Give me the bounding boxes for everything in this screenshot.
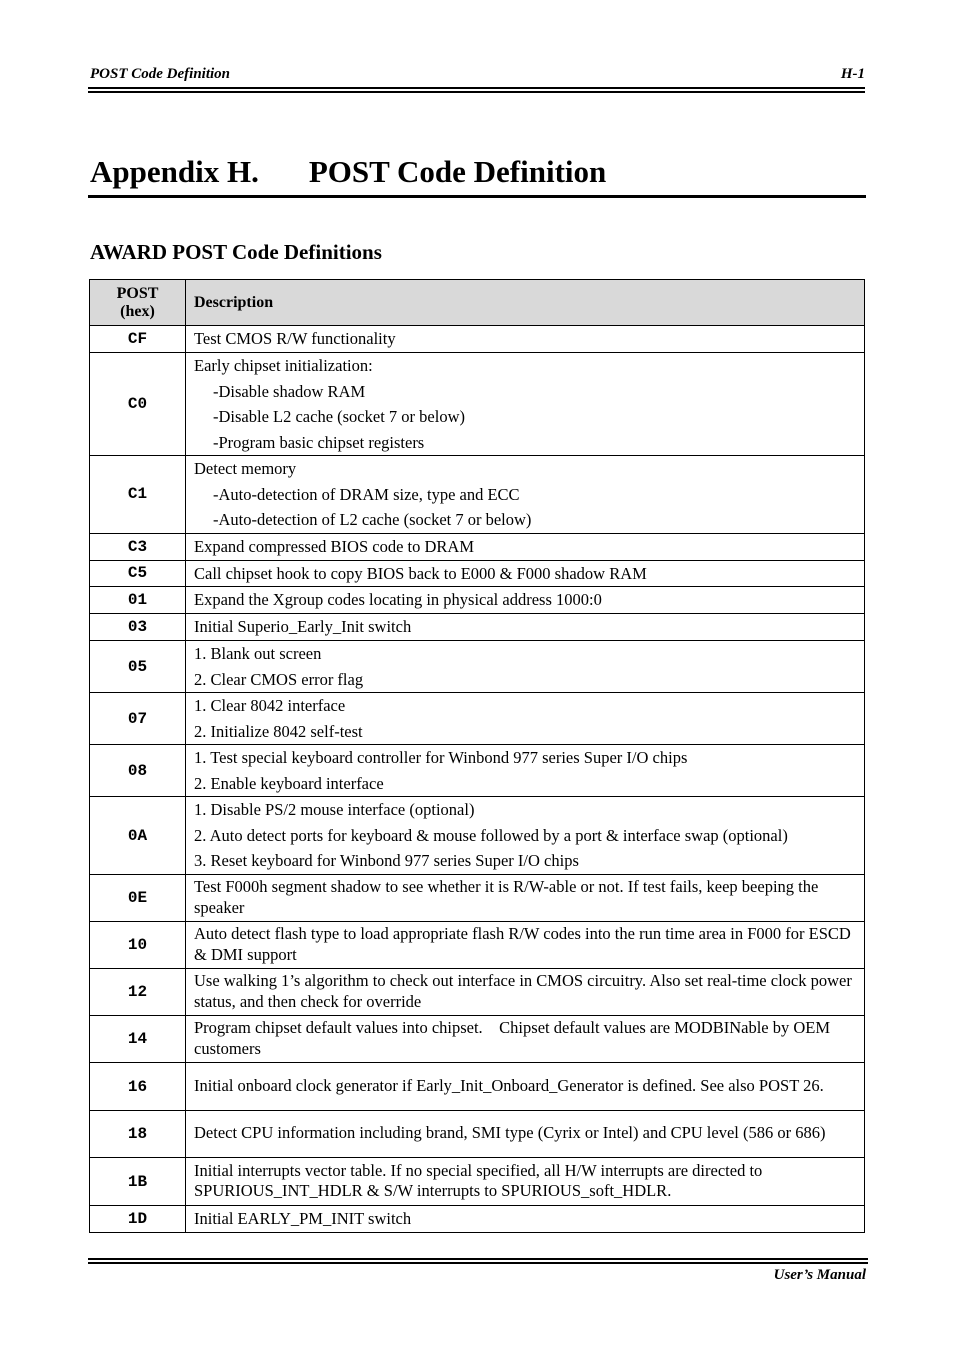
description-line: Initial Superio_Early_Init switch	[194, 617, 412, 637]
description-line: -Disable shadow RAM	[213, 381, 366, 401]
post-code: C0	[90, 353, 186, 456]
post-description	[186, 326, 865, 353]
table-row	[90, 1206, 865, 1233]
table-row	[90, 533, 865, 560]
table-row	[90, 326, 865, 353]
column-header-post: POST (hex)	[90, 280, 186, 326]
post-code: 1B	[90, 1158, 186, 1206]
post-description	[186, 1206, 865, 1233]
appendix-title: POST Code Definition	[308, 154, 607, 189]
description-line: 2. Initialize 8042 self-test	[194, 721, 363, 741]
post-description: Detect CPU information including brand, SMI type (Cyrix or Intel) and CPU level (586 or 686)	[186, 1111, 865, 1158]
post-code-table	[89, 279, 865, 1233]
description-line: -Disable L2 cache (socket 7 or below)	[213, 407, 465, 426]
post-code: 0A	[90, 797, 186, 875]
table-row	[90, 456, 865, 534]
header-rule	[88, 91, 865, 93]
table-row	[90, 922, 865, 969]
post-description: Use walking 1’s algorithm to check out interface in CMOS circuitry. Also set real-time clock power status, and then check for override	[186, 969, 865, 1016]
description-line: 1. Test special keyboard controller for Winbond 977 series Super I/O chips	[194, 748, 688, 767]
description-line: -Auto-detection of L2 cache (socket 7 or below)	[213, 510, 532, 529]
post-code: CF	[90, 326, 186, 353]
post-description	[186, 745, 865, 797]
table-row	[90, 693, 865, 745]
description-line: 2. Auto detect ports for keyboard & mouse followed by a port & interface swap (optional)	[194, 825, 788, 845]
table-row	[90, 587, 865, 614]
description-line: Expand compressed BIOS code to DRAM	[194, 536, 475, 556]
post-description	[186, 641, 865, 693]
table-row	[90, 353, 865, 456]
post-description	[186, 693, 865, 745]
table-row	[90, 560, 865, 587]
table-row	[90, 969, 865, 1016]
description-line: Test CMOS R/W functionality	[194, 329, 396, 349]
description-line: -Auto-detection of DRAM size, type and ECC	[213, 484, 520, 504]
post-description: Test F000h segment shadow to see whether it is R/W-able or not. If test fails, keep beeping the speaker	[186, 875, 865, 922]
table-row	[90, 1158, 865, 1206]
description-line: 1. Blank out screen	[194, 644, 322, 663]
description-line: Expand the Xgroup codes locating in physical address 1000:0	[194, 590, 602, 610]
description-line: -Program basic chipset registers	[213, 432, 425, 452]
table-row	[90, 1111, 865, 1158]
post-description	[186, 614, 865, 641]
table-row	[90, 1063, 865, 1111]
description-line: Call chipset hook to copy BIOS back to E000 & F000 shadow RAM	[194, 563, 647, 583]
post-code: 01	[90, 587, 186, 614]
description-line: 1. Clear 8042 interface	[194, 696, 346, 715]
post-code: 08	[90, 745, 186, 797]
post-code: 0E	[90, 875, 186, 922]
appendix-label: Appendix H.	[90, 154, 259, 189]
description-line: 2. Clear CMOS error flag	[194, 669, 364, 689]
column-header-description: Description	[186, 280, 865, 326]
post-description: Initial interrupts vector table. If no special specified, all H/W interrupts are directed to SPURIOUS_INT_HDLR & S/W interrupts to SPURIOUS_soft_HDLR.	[186, 1158, 865, 1206]
page-title	[90, 154, 606, 190]
post-description: Program chipset default values into chipset. Chipset default values are MODBINable by OEM customers	[186, 1016, 865, 1063]
description-line: Detect memory	[194, 459, 297, 478]
post-description	[186, 587, 865, 614]
table-row	[90, 797, 865, 875]
post-description	[186, 456, 865, 534]
post-code: 12	[90, 969, 186, 1016]
section-heading: AWARD POST Code Definitions	[90, 240, 382, 264]
table-row	[90, 641, 865, 693]
page-number: H-1	[840, 66, 865, 82]
post-code: C5	[90, 560, 186, 587]
post-code: 16	[90, 1063, 186, 1111]
header-rule	[88, 87, 865, 89]
footer-rule	[88, 1258, 868, 1260]
post-code: 18	[90, 1111, 186, 1158]
description-line: 1. Disable PS/2 mouse interface (optional)	[194, 800, 475, 820]
footer-rule	[88, 1262, 868, 1264]
footer-manual-name: User’s Manual	[773, 1267, 866, 1283]
running-header-title: POST Code Definition	[90, 66, 231, 82]
table-header-row	[90, 280, 865, 326]
post-description: Auto detect flash type to load appropriate flash R/W codes into the run time area in F000 for ESCD & DMI support	[186, 922, 865, 969]
post-description	[186, 797, 865, 875]
post-code: 05	[90, 641, 186, 693]
post-code: 1D	[90, 1206, 186, 1233]
post-description	[186, 560, 865, 587]
table-row	[90, 614, 865, 641]
post-code: 07	[90, 693, 186, 745]
table-row	[90, 875, 865, 922]
table-row	[90, 745, 865, 797]
description-line: 2. Enable keyboard interface	[194, 773, 384, 793]
description-line: Early chipset initialization:	[194, 356, 373, 375]
post-code: C3	[90, 533, 186, 560]
post-code: C1	[90, 456, 186, 534]
title-rule	[88, 195, 866, 198]
table-row	[90, 1016, 865, 1063]
description-line: 3. Reset keyboard for Winbond 977 series Super I/O chips	[194, 851, 579, 871]
post-description	[186, 533, 865, 560]
post-code: 10	[90, 922, 186, 969]
post-code: 14	[90, 1016, 186, 1063]
post-description	[186, 353, 865, 456]
post-code: 03	[90, 614, 186, 641]
post-description: Initial onboard clock generator if Early_Init_Onboard_Generator is defined. See also POST 26.	[186, 1063, 865, 1111]
description-line: Initial EARLY_PM_INIT switch	[194, 1209, 412, 1228]
